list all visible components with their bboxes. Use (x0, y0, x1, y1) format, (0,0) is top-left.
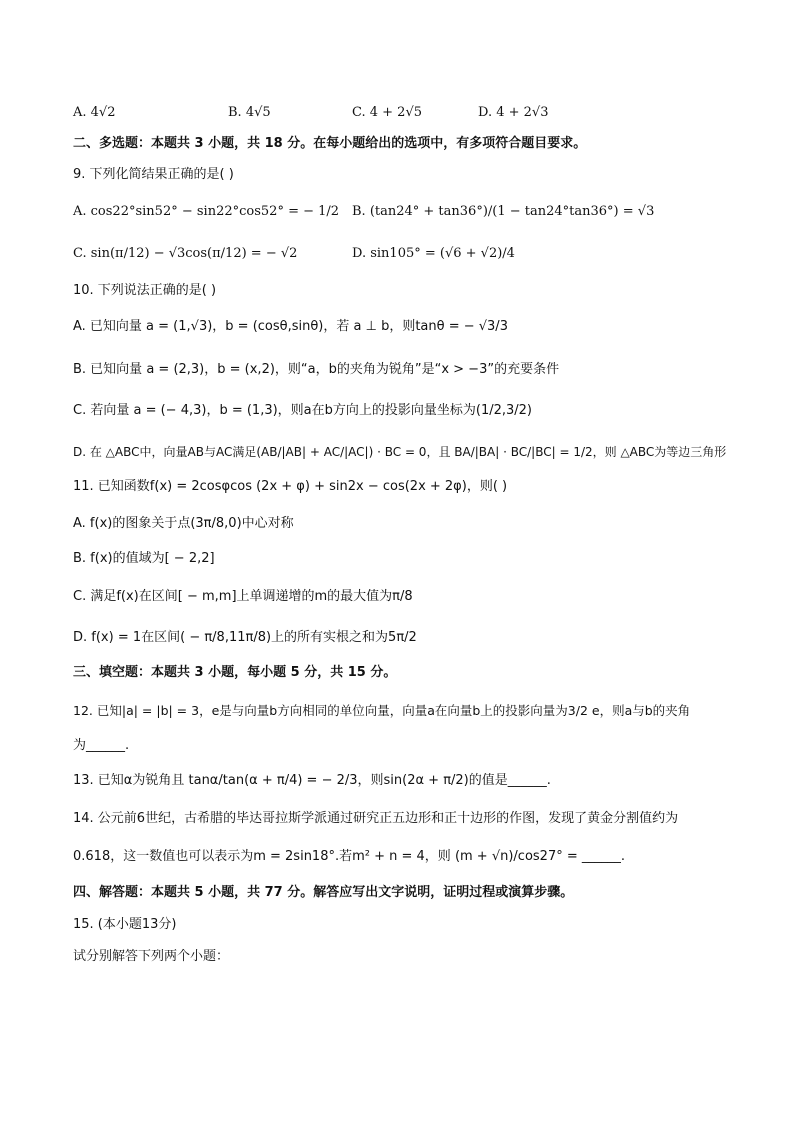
q9-option-c: C. sin(π/12) − √3cos(π/12) = − √2 (73, 246, 298, 261)
q11-option-b: B. f(x)的值域为[ − 2,2] (73, 551, 215, 566)
q8-option-c: C. 4 + 2√5 (352, 105, 423, 120)
q10-option-d: D. 在 △ABC中，向量AB与AC满足(AB/|AB| + AC/|AC|) · BC = 0，且 BA/|BA| · BC/|BC| = 1/2，则 △ABC为等边三角形 (73, 445, 727, 459)
q11-option-a: A. f(x)的图象关于点(3π/8,0)中心对称 (73, 516, 294, 531)
q14-line-2: 0.618，这一数值也可以表示为m = 2sin18°.若m² + n = 4，则 (m + √n)/cos27° = ______. (73, 849, 626, 864)
q15-title: 15. (本小题13分) (73, 917, 177, 932)
q9-stem: 9. 下列化简结果正确的是( ) (73, 167, 234, 182)
q8-option-d: D. 4 + 2√3 (478, 105, 549, 120)
q12-line-2: 为______. (73, 738, 130, 753)
q10-stem: 10. 下列说法正确的是( ) (73, 283, 217, 298)
q12-line-1: 12. 已知|a| = |b| = 3，e是与向量b方向相同的单位向量，向量a在向量b上的投影向量为3/2 e，则a与b的夹角 (73, 703, 691, 718)
section-heading-solutions: 四、解答题：本题共 5 小题，共 77 分。解答应写出文字说明，证明过程或演算步骤。 (73, 885, 574, 900)
section-heading-multiple-choice: 二、多选题：本题共 3 小题，共 18 分。在每小题给出的选项中，有多项符合题目要求。 (73, 136, 587, 151)
q10-option-a: A. 已知向量 a = (1,√3)，b = (cosθ,sinθ)，若 a ⊥ b，则tanθ = − √3/3 (73, 319, 508, 334)
q10-option-b: B. 已知向量 a = (2,3)，b = (x,2)，则“a，b的夹角为锐角”是“x > −3”的充要条件 (73, 362, 560, 377)
q11-option-c: C. 满足f(x)在区间[ − m,m]上单调递增的m的最大值为π/8 (73, 589, 413, 604)
q14-line-1: 14. 公元前6世纪，古希腊的毕达哥拉斯学派通过研究正五边形和正十边形的作图，发现了黄金分割值约为 (73, 811, 679, 826)
section-heading-fill-in: 三、填空题：本题共 3 小题，每小题 5 分，共 15 分。 (73, 665, 397, 680)
q9-option-a: A. cos22°sin52° − sin22°cos52° = − 1/2 (73, 204, 340, 219)
q11-stem: 11. 已知函数f(x) = 2cosφcos (2x + φ) + sin2x − cos(2x + 2φ)，则( ) (73, 479, 508, 494)
q13: 13. 已知α为锐角且 tanα/tan(α + π/4) = − 2/3，则sin(2α + π/2)的值是______. (73, 773, 551, 788)
q9-option-b: B. (tan24° + tan36°)/(1 − tan24°tan36°) = √3 (352, 204, 655, 219)
q15-intro: 试分别解答下列两个小题： (73, 949, 230, 964)
q8-option-a: A. 4√2 (73, 105, 116, 120)
q11-option-d: D. f(x) = 1在区间( − π/8,11π/8)上的所有实根之和为5π/2 (73, 630, 417, 645)
q9-option-d: D. sin105° = (√6 + √2)/4 (352, 246, 515, 261)
q10-option-c: C. 若向量 a = (− 4,3)，b = (1,3)，则a在b方向上的投影向量坐标为(1/2,3/2) (73, 403, 533, 418)
q8-option-b: B. 4√5 (228, 105, 271, 120)
